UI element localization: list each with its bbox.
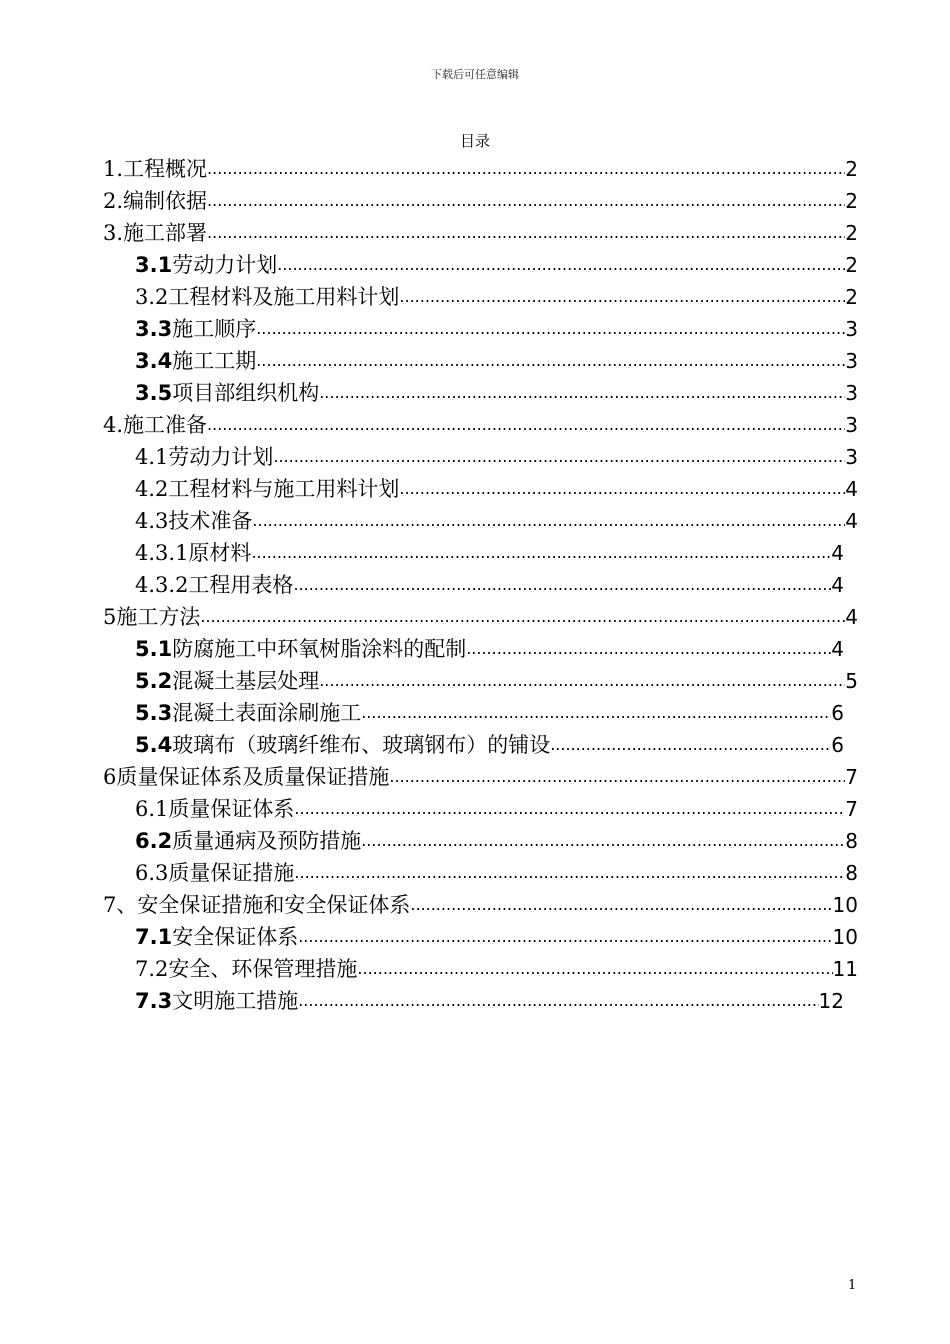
toc-entry-label: 7、安全保证措施和安全保证体系 — [103, 893, 411, 917]
toc-leader-dots — [251, 540, 831, 566]
toc-leader-dots — [399, 284, 845, 310]
toc-leader-dots — [207, 188, 845, 214]
page-header: 下载后可任意编辑 — [431, 68, 519, 81]
toc-entry-page: 7 — [845, 797, 858, 821]
toc-entry[interactable] — [135, 310, 858, 342]
toc-entry-label: 3.3施工顺序 — [135, 317, 257, 341]
toc-entry-page: 10 — [832, 893, 858, 917]
toc-entry[interactable] — [135, 470, 858, 502]
toc-leader-dots — [357, 956, 832, 982]
toc-entry-label: 6.3质量保证措施 — [135, 861, 295, 885]
toc-entry[interactable] — [135, 502, 858, 534]
toc-entry-page: 3 — [845, 317, 858, 341]
toc-leader-dots — [200, 604, 845, 630]
toc-leader-dots — [319, 668, 845, 694]
toc-entry[interactable] — [135, 374, 858, 406]
toc-leader-dots — [207, 412, 845, 438]
toc-entry-page: 6 — [831, 701, 844, 725]
toc-entry[interactable] — [135, 662, 858, 694]
toc-entry-label: 6质量保证体系及质量保证措施 — [103, 765, 390, 789]
toc-entry-page: 6 — [831, 733, 844, 757]
toc-entry[interactable] — [135, 982, 844, 1014]
page-number: 1 — [848, 1278, 857, 1293]
toc-leader-dots — [256, 316, 845, 342]
toc-entry[interactable] — [135, 438, 858, 470]
toc-entry-label: 3.2工程材料及施工用料计划 — [135, 285, 400, 309]
toc-entry[interactable] — [135, 630, 844, 662]
toc-entry-page: 2 — [845, 157, 858, 181]
toc-entry-label: 7.1安全保证体系 — [135, 925, 299, 949]
toc-leader-dots — [399, 476, 845, 502]
toc-entry-label: 3.4施工工期 — [135, 349, 257, 373]
toc-leader-dots — [277, 252, 845, 278]
toc-entry[interactable] — [103, 150, 858, 182]
toc-entry-label: 3.施工部署 — [103, 221, 208, 245]
toc-entry-page: 12 — [818, 989, 844, 1013]
toc-entry-label: 4.施工准备 — [103, 413, 208, 437]
toc-entry[interactable] — [135, 246, 858, 278]
toc-leader-dots — [361, 828, 845, 854]
toc-entry-label: 5.2混凝土基层处理 — [135, 669, 320, 693]
toc-leader-dots — [466, 636, 831, 662]
toc-entry[interactable] — [135, 694, 844, 726]
toc-entry[interactable] — [103, 598, 858, 630]
toc-entry-label: 4.2工程材料与施工用料计划 — [135, 477, 400, 501]
toc-entry-label: 7.2安全、环保管理措施 — [135, 957, 358, 981]
toc-leader-dots — [361, 700, 831, 726]
toc-entry[interactable] — [103, 758, 858, 790]
toc-entry-page: 3 — [845, 445, 858, 469]
toc-entry[interactable] — [135, 534, 844, 566]
toc-entry-page: 4 — [831, 637, 844, 661]
toc-entry[interactable] — [135, 790, 858, 822]
toc-entry-page: 2 — [845, 189, 858, 213]
toc-leader-dots — [273, 444, 845, 470]
toc-entry-page: 2 — [845, 285, 858, 309]
toc-entry-page: 4 — [831, 573, 844, 597]
toc-leader-dots — [294, 796, 845, 822]
toc-leader-dots — [298, 924, 832, 950]
toc-entry[interactable] — [103, 214, 858, 246]
toc-entry[interactable] — [135, 854, 858, 886]
toc-entry-page: 5 — [845, 669, 858, 693]
toc-entry[interactable] — [135, 950, 858, 982]
toc-leader-dots — [319, 380, 845, 406]
toc-leader-dots — [252, 508, 845, 534]
toc-entry[interactable] — [135, 822, 858, 854]
toc-leader-dots — [389, 764, 845, 790]
toc-entry-page: 3 — [845, 349, 858, 373]
toc-entry-label: 5.1防腐施工中环氧树脂涂料的配制 — [135, 637, 467, 661]
toc-entry-page: 7 — [845, 765, 858, 789]
toc-entry-label: 5.3混凝土表面涂刷施工 — [135, 701, 362, 725]
toc-leader-dots — [294, 860, 845, 886]
toc-entry-label: 4.3技术准备 — [135, 509, 253, 533]
toc-entry-page: 2 — [845, 253, 858, 277]
toc-entry[interactable] — [135, 342, 858, 374]
toc-entry-label: 7.3文明施工措施 — [135, 989, 299, 1013]
toc-entry-label: 4.3.2工程用表格 — [135, 573, 294, 597]
toc-leader-dots — [293, 572, 831, 598]
toc-leader-dots — [256, 348, 845, 374]
toc-leader-dots — [298, 988, 818, 1014]
toc-entry-label: 3.5项目部组织机构 — [135, 381, 320, 405]
toc-entry-page: 8 — [845, 861, 858, 885]
toc-entry-label: 6.2质量通病及预防措施 — [135, 829, 362, 853]
toc-entry-label: 3.1劳动力计划 — [135, 253, 278, 277]
toc-entry-label: 5施工方法 — [103, 605, 201, 629]
toc-entry-page: 10 — [832, 925, 858, 949]
toc-entry[interactable] — [103, 182, 858, 214]
toc-entry-label: 2.编制依据 — [103, 189, 208, 213]
toc-entry-page: 4 — [845, 605, 858, 629]
toc-entry-page: 4 — [845, 477, 858, 501]
toc-entry[interactable] — [135, 918, 858, 950]
toc-leader-dots — [410, 892, 832, 918]
toc-entry[interactable] — [103, 406, 858, 438]
toc-entry-page: 4 — [831, 541, 844, 565]
toc-entry-page: 11 — [832, 957, 858, 981]
toc-entry[interactable] — [103, 886, 858, 918]
toc-leader-dots — [550, 732, 831, 758]
toc-entry-page: 3 — [845, 413, 858, 437]
toc-entry-label: 1.工程概况 — [103, 157, 208, 181]
toc-title: 目录 — [459, 132, 490, 150]
toc-entry-page: 4 — [845, 509, 858, 533]
toc-entry-page: 8 — [845, 829, 858, 853]
toc-entry-label: 5.4玻璃布（玻璃纤维布、玻璃钢布）的铺设 — [135, 733, 551, 757]
toc-entry[interactable] — [135, 726, 844, 758]
toc-entry-label: 4.3.1原材料 — [135, 541, 252, 565]
toc-leader-dots — [207, 220, 845, 246]
toc-entry[interactable] — [135, 566, 844, 598]
toc-leader-dots — [207, 156, 845, 182]
toc-entry[interactable] — [135, 278, 858, 310]
toc-entry-page: 2 — [845, 221, 858, 245]
toc-entry-label: 6.1质量保证体系 — [135, 797, 295, 821]
toc-entry-label: 4.1劳动力计划 — [135, 445, 274, 469]
toc-entry-page: 3 — [845, 381, 858, 405]
